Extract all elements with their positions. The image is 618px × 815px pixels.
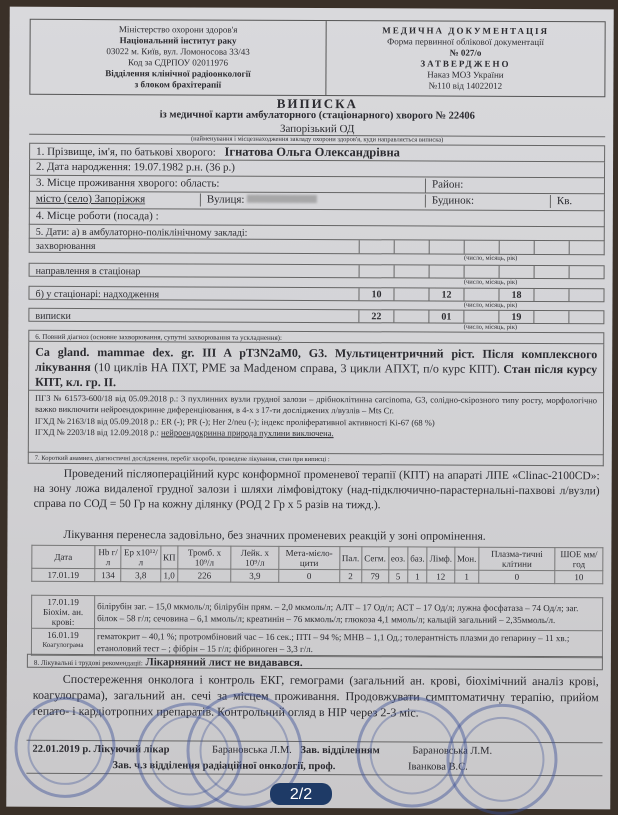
- cell: 0: [479, 570, 555, 583]
- blood-test-table: [31, 545, 603, 584]
- tolerance-note: Лікування перенесла задовільно, без значних променевих реакцій у зоні опромінення.: [63, 528, 486, 543]
- discharge-label: виписки: [35, 310, 71, 322]
- cell: 3,8: [121, 569, 160, 582]
- table-row: [32, 595, 603, 630]
- cell: 226: [178, 569, 231, 582]
- patient-name: Ігнатова Ольга Олександрівна: [224, 144, 400, 160]
- discharge-month: 01: [428, 311, 463, 323]
- date-hint: (число, місяць, рік): [463, 254, 518, 262]
- biochem-label: Біохім. ан. крові:: [42, 606, 84, 627]
- form-type: Форма первинної облікової документації: [387, 36, 545, 48]
- col-header: Мон.: [454, 547, 478, 570]
- biochem-table: [31, 595, 603, 658]
- date-hint: (число, місяць, рік): [463, 278, 518, 286]
- cell: 1,0: [160, 569, 178, 582]
- admission-month: 12: [428, 289, 463, 301]
- coag-label: Коагулограма: [42, 640, 84, 650]
- cell: 2: [339, 570, 361, 583]
- apartment-label: Кв.: [550, 195, 572, 208]
- institute-name: Національний інститут раку: [119, 35, 237, 46]
- institute-address: 03022 м. Київ, вул. Ломоносова 33/43: [106, 46, 250, 57]
- biochem-results: білірубін заг. – 15,0 мкмоль/л; білірубін прям. – 2,0 мкмоль/л; АЛТ – 17 Од/л; АСТ – 17 Од/л; лужна фосфатаза – 74 Од/л; заг. білок – 58 г/л; сечовина – 6,1 ммоль/л; креатинін – 76 мкмоль/л; глюкоза 4,1 ммоль/л; кальцій загальний – 2,35ммоль/л.: [95, 596, 603, 631]
- cell: 1: [408, 570, 427, 583]
- workplace: 4. Місце роботи (посада) :: [29, 209, 605, 228]
- street-field: [200, 194, 317, 208]
- cell: 3,9: [231, 569, 279, 582]
- cell: 10: [555, 571, 603, 584]
- residence-label: 3. Місце проживання хворого: область:: [35, 176, 220, 190]
- house-label: Будинок:: [425, 194, 474, 207]
- signature-date: 22.01.2019 р.: [32, 743, 91, 756]
- approved-label: ЗАТВЕРДЖЕНО: [420, 58, 511, 69]
- treatment-description: Проведений післяопераційний курс конформної променевої терапії (КПТ) на апараті ЛПЕ «Clinac-2100CD»: на зону ложа видаленої грудної залози і шляхи лімфовідтоку (над-підключично-парастернальні-пахвові л/вузли) справа по СОД = 50 Гр на кожну ділянку (РОД 2 Гр х 5 разів на тижд.).: [33, 467, 600, 512]
- diagnosis-state: Стан після курсу КПТ, кл. гр. II.: [35, 361, 598, 390]
- col-header: Сегм.: [362, 547, 389, 570]
- diagnosis-treatment: (10 циклів НА ПХТ, РМЕ за Madденом справа, 3 цикли АПХТ, п/о курс КПТ).: [94, 360, 500, 376]
- recommendations-label: 8. Лікувальні і трудові рекомендації:: [33, 658, 143, 668]
- biochem-date: 17.01.19: [47, 596, 79, 607]
- city: місто (село) Запоріжжя: [35, 192, 146, 206]
- cell: 12: [427, 570, 454, 583]
- ministry: Міністерство охорони здоров'я: [118, 24, 238, 35]
- name-label: 1. Прізвище, ім'я, по батькові хворого:: [36, 145, 216, 159]
- doctor-label: Лікуючий лікар: [93, 744, 170, 756]
- coag-date: 16.01.19: [47, 629, 79, 640]
- illness-date-row: [29, 239, 605, 256]
- order-number: №110 від 14022012: [428, 80, 503, 91]
- col-header: Плазма-тичні клітини: [479, 547, 555, 570]
- histology-block: [28, 391, 604, 456]
- form-number: № 027/о: [449, 47, 482, 58]
- date-cells: [359, 265, 604, 278]
- cell: 1: [454, 570, 478, 583]
- form-title: МЕДИЧНА ДОКУМЕНТАЦІЯ: [382, 25, 550, 37]
- recommendations-header: [27, 654, 603, 671]
- date-cells: [359, 240, 604, 254]
- chief-label: Зав. ч.з відділення радіаційної онкології, проф.: [112, 760, 336, 773]
- recommendations-text: Спостереження онколога і контроль ЕКГ, гемограми (загальний ан. крові, біохімічний аналіз крові, коагулограма), загальний ан. сечі за місцем проживання. Продовжувати симптоматичну терапію, прийом гепато- і кардіотропних препаратів. Контрольний огляд в НІР через 2-3 міс.: [32, 671, 599, 720]
- department-line-1: Відділення клінічної радіоонкології: [105, 68, 251, 79]
- document-subtitle: із медичної карти амбулаторного (стаціонарного) хворого № 22406: [159, 109, 475, 122]
- order-label: Наказ МОЗ України: [427, 69, 504, 80]
- col-header: Лейк. x 10⁹/л: [231, 546, 279, 569]
- table-row: [32, 568, 603, 583]
- biochem-date-cell: [32, 595, 95, 628]
- admission-label: б) у стаціонарі: надходження: [35, 288, 160, 301]
- table-header-row: [32, 545, 603, 570]
- chief-name: Іванкова В.С.: [408, 761, 468, 773]
- street-label: Вулиця:: [206, 193, 245, 206]
- recipient-institution: Запорізький ОД: [29, 122, 605, 138]
- department-line-2: з блоком брахітерапії: [134, 79, 222, 90]
- col-header: Лімф.: [427, 547, 454, 570]
- col-header: Пал.: [339, 547, 361, 570]
- document-header: [29, 19, 605, 98]
- institute-code: Код за СДРПОУ 02011976: [128, 57, 228, 68]
- date-cells: [358, 288, 603, 301]
- street-redacted: [247, 195, 317, 203]
- cell: 5: [388, 570, 407, 583]
- referral-label: направлення в стаціонар: [35, 265, 141, 278]
- admission-year: 18: [498, 289, 533, 301]
- referral-date-row: [29, 263, 605, 280]
- diagnosis-label: 6. Повний діагноз (основне захворювання, супутні захворювання та ускладнення):: [28, 330, 604, 345]
- dates-label: 5. Дати: а) в амбулаторно-поліклінічному закладі:: [29, 225, 605, 242]
- col-header: Мета-мієло-цити: [279, 546, 340, 569]
- admission-day: 10: [358, 288, 393, 300]
- diagnosis-text: Ca gland. mammae dex. gr. III A pT3N2aM0, G3. Мультицентричний ріст. Після комплексного лікування: [35, 344, 598, 375]
- cell: 0: [279, 569, 340, 582]
- cell: 79: [362, 570, 389, 583]
- discharge-year: 19: [498, 311, 533, 323]
- discharge-day: 22: [358, 310, 393, 322]
- coag-results: гематокрит – 40,1 %; протромбіновий час – 16 сек.; ПТІ – 94 %; МНВ – 1,1 Од.; толерантність плазми до гепарину – 11 хв.; етаноловий тест – ; фібрін – 15 г/л; фібриноген – 3,3 г/л.: [94, 629, 602, 658]
- ihc-report-2-label: ІГХД № 2203/18 від 12.09.2018 р.:: [34, 426, 159, 437]
- col-header: КП: [160, 546, 178, 569]
- form-info-block: [326, 21, 604, 96]
- cell: 17.01.19: [32, 568, 95, 581]
- ihc-report-2: нейроендокринна природа пухлини виключена.: [160, 426, 334, 438]
- discharge-date-row: [28, 308, 604, 325]
- col-header: Hb г/л: [95, 546, 122, 569]
- ihc-report-1: ІГХД № 2163/18 від 05.09.2018 р.: ER (-); PR (-); Her 2/neu (-); індекс проліферативної активності Ki-67 (68 %): [34, 415, 435, 428]
- head-label: Зав. відділенням: [300, 744, 380, 757]
- document-page: [6, 7, 613, 810]
- col-header: Тромб. x 10⁹/л: [178, 546, 231, 569]
- recipient-hint: (найменування і місцезнаходження закладу охорони здоров'я, куди направляється виписка): [190, 135, 444, 144]
- anamnesis-label: 7. Короткий анамнез, діагностичні дослідження, перебіг хвороби, проведене лікування, стан при виписці :: [28, 453, 604, 467]
- illness-label: захворювання: [35, 240, 96, 253]
- document-title: ВИПИСКА: [276, 95, 358, 112]
- diagnosis-main: [28, 342, 604, 394]
- histology-report: ПГЗ № 61573-600/18 від 05.09.2018 р.: 3 пухлинних вузли грудної залози – дрібноклітинна carcinoma, G3, солідно-скірозного типу росту, морфологічно важко виключити нейроендокринне диференціювання, в 4-х з 17-ти досліджених л/вузлів – Mts Cr.: [34, 392, 598, 415]
- institution-block: [30, 20, 326, 95]
- col-header: баз.: [408, 547, 427, 570]
- date-hint: (число, місяць, рік): [463, 301, 518, 309]
- date-cells: [358, 310, 603, 323]
- stamp-seal: [446, 704, 557, 815]
- cell: 134: [95, 569, 122, 582]
- date-of-birth: 2. Дата народження: 19.07.1982 р.н. (36 р.): [29, 160, 605, 179]
- page-indicator: 2/2: [270, 783, 332, 805]
- col-header: Ер x10¹²/л: [121, 546, 160, 569]
- col-header: Дата: [32, 545, 95, 568]
- doctor-name: Барановська Л.М.: [212, 744, 292, 756]
- district-label: Район:: [425, 178, 463, 192]
- sick-leave-note: Лікарняний лист не видавався.: [145, 656, 303, 669]
- col-header: еоз.: [388, 547, 407, 570]
- date-hint: (число, місяць, рік): [463, 323, 518, 331]
- coag-date-cell: [31, 628, 94, 655]
- head-name: Барановська Л.М.: [412, 745, 493, 757]
- admission-date-row: [28, 286, 604, 303]
- col-header: ШОЕ мм/год: [555, 548, 603, 571]
- stamp-seal: [14, 697, 115, 798]
